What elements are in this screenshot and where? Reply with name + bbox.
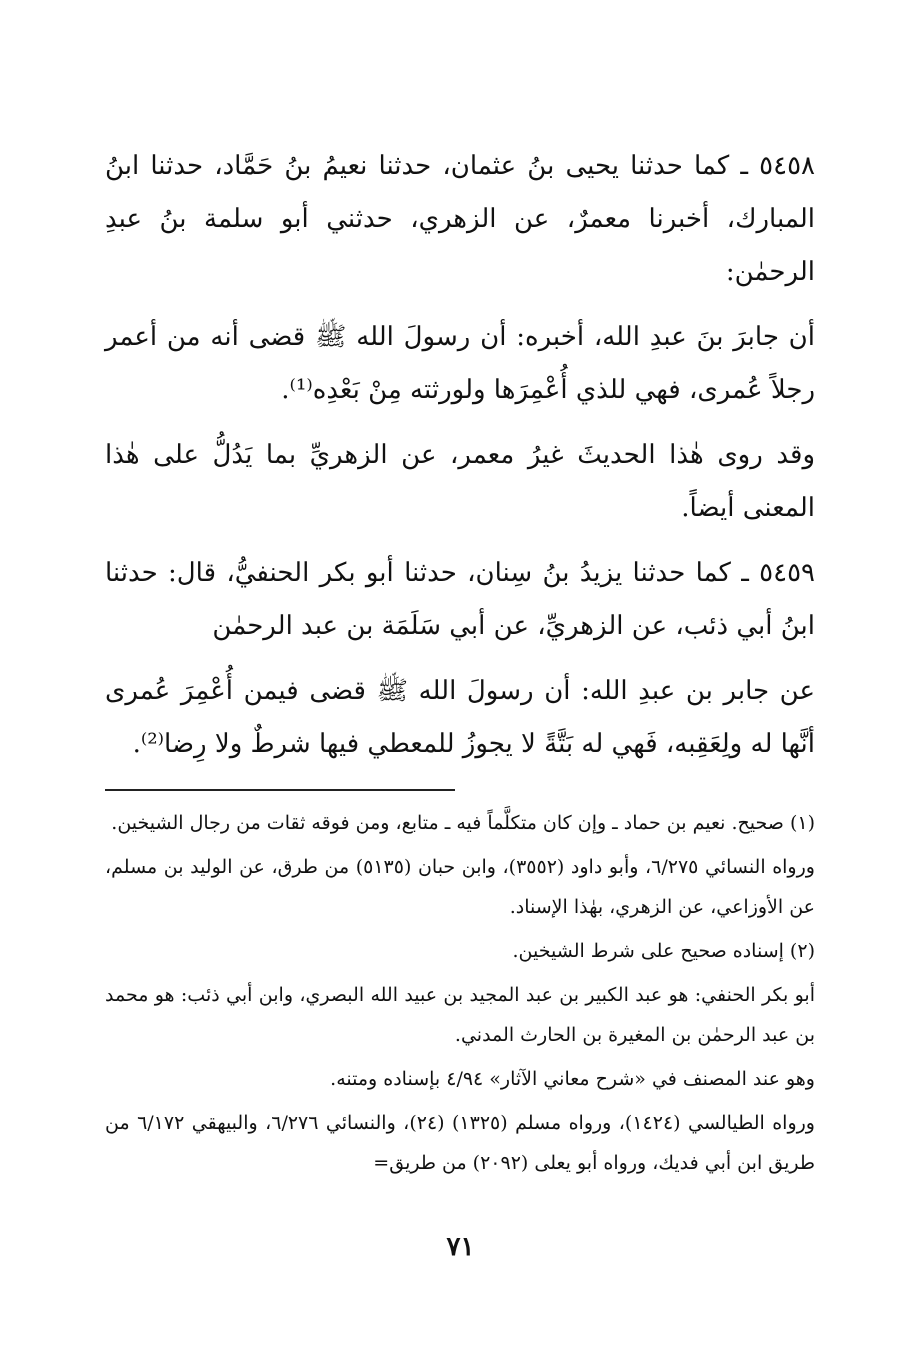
hadith-5459-matn: عن جابر بن عبدِ الله: أن رسولَ الله ﷺ قضى فيمن أُعْمِرَ عُمرى أنَّها له ولِعَقِبه، فَهي له بَتَّةً لا يجوزُ للمعطي فيها شرطٌ ولا رِضا⁽²⁾. (105, 676, 815, 759)
hadith-5458-isnad: ٥٤٥٨ ـ كما حدثنا يحيى بنُ عثمان، حدثنا نعيمُ بنُ حَمَّاد، حدثنا ابنُ المبارك، أخبرنا معمرٌ، عن الزهري، حدثني أبو سلمة بنُ عبدِ الرحمٰن: (105, 151, 815, 287)
hadith-5459-isnad: ٥٤٥٩ ـ كما حدثنا يزيدُ بنُ سِنان، حدثنا أبو بكر الحنفيُّ، قال: حدثنا ابنُ أبي ذئب، عن الزهريِّ، عن أبي سَلَمَة بن عبد الرحمٰن (105, 558, 815, 641)
main-text (105, 140, 815, 771)
hadith-5458-matn: أن جابرَ بنَ عبدِ الله، أخبره: أن رسولَ الله ﷺ قضى أنه من أعمر رجلاً عُمرى، فهي للذي أُعْمِرَها ولورثته مِنْ بَعْدِه⁽¹⁾. (105, 322, 815, 405)
footnote-2-source: وهو عند المصنف في «شرح معاني الآثار» ٤/٩٤ بإسناده ومتنه. (330, 1068, 815, 1090)
page-number: ٧١ (446, 1232, 475, 1262)
footnote-1-continued: ورواه النسائي ٦/٢٧٥، وأبو داود (٣٥٥٢)، وابن حبان (٥١٣٥) من طرق، عن الوليد بن مسلم، عن الأوزاعي، عن الزهري، بهٰذا الإسناد. (105, 856, 815, 918)
page-content (105, 140, 815, 1183)
footnote-2-references: ورواه الطيالسي (١٤٢٤)، ورواه مسلم (١٣٢٥) (٢٤)، والنسائي ٦/٢٧٦، والبيهقي ٦/١٧٢ من طريق ابن أبي فديك، ورواه أبو يعلى (٢٠٩٢) من طريق= (105, 1112, 815, 1174)
footnote-divider (105, 789, 455, 791)
commentary-paragraph: وقد روى هٰذا الحديثَ غيرُ معمر، عن الزهريِّ بما يَدُلُّ على هٰذا المعنى أيضاً. (105, 440, 815, 523)
footnote-2-narrators: أبو بكر الحنفي: هو عبد الكبير بن عبد المجيد بن عبيد الله البصري، وابن أبي ذئب: هو محمد بن عبد الرحمٰن بن المغيرة بن الحارث المدني. (105, 984, 815, 1046)
footnote-2: (٢) إسناده صحيح على شرط الشيخين. (512, 940, 815, 962)
footnote-1: (١) صحيح. نعيم بن حماد ـ وإن كان متكلَّماً فيه ـ متابع، ومن فوقه ثقات من رجال الشيخين. (111, 812, 815, 834)
footnotes (105, 803, 815, 1183)
